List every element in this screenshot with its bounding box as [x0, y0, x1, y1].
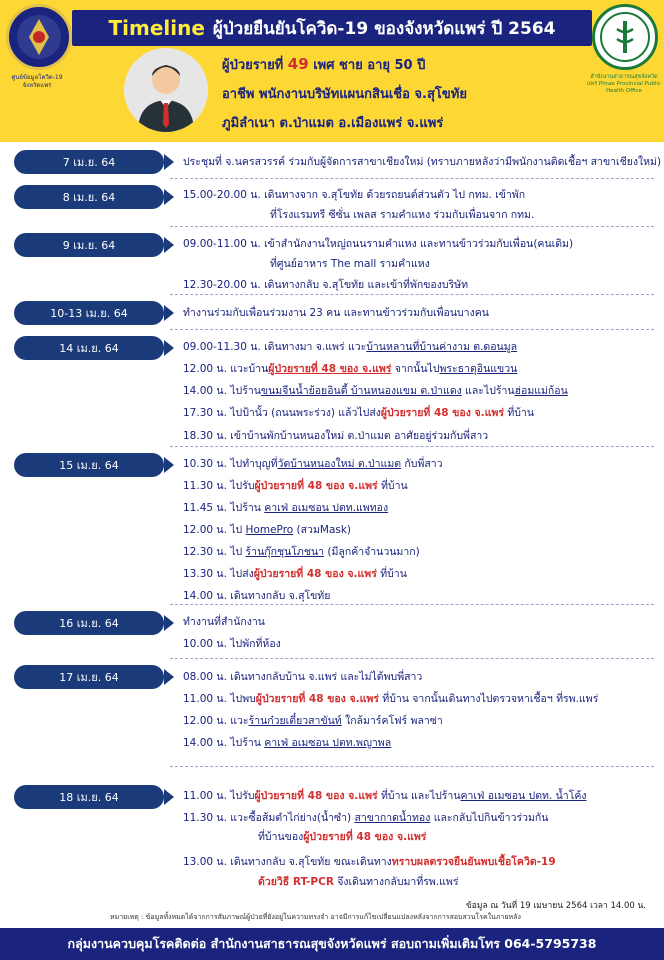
divider: [170, 329, 654, 330]
title-accent: Timeline: [108, 16, 205, 40]
date-pill: 7 เม.ย. 64: [14, 150, 164, 174]
footnote: หมายเหตุ : ข้อมูลทั้งหมดได้จากการสัมภาษณ์ผู้ป่วยที่ยังอยู่ในความทรงจำ อาจมีการแก้ไขเปลี่ยนแปลงหลังจากการสอบสวนโรคในภายหลัง: [110, 913, 521, 921]
patient-hometown: ภูมิลำเนา ต.ป่าแมต อ.เมืองแพร่ จ.แพร่: [222, 116, 444, 131]
patient-label: ผู้ป่วยรายที่: [222, 58, 284, 73]
event-line: [183, 523, 653, 537]
place-link: ร้านก๋วยเตี๋ยวสาขันท์: [248, 715, 342, 727]
event-text: 12.00 น. แวะบ้าน: [183, 363, 269, 375]
event-text: ที่บ้าน: [376, 568, 407, 580]
event-line: [183, 362, 653, 376]
divider: [170, 294, 654, 295]
event-text: 11.45 น. ไปร้าน: [183, 502, 265, 514]
data-timestamp: ข้อมูล ณ วันที่ 19 เมษายน 2564 เวลา 14.00 น.: [465, 901, 646, 911]
event-text: และไปร้าน: [461, 385, 515, 397]
divider: [170, 178, 654, 179]
avatar: [124, 48, 208, 132]
event-line: ทำงานที่สำนักงาน: [183, 616, 265, 628]
patient-number: 49: [287, 55, 309, 73]
patient-line-1: [222, 50, 467, 80]
date-pill: 9 เม.ย. 64: [14, 233, 164, 257]
event-text: ที่บ้าน: [377, 480, 408, 492]
date-pill: 8 เม.ย. 64: [14, 185, 164, 209]
patient-ref: ผู้ป่วยรายที่ 48 ของ จ.แพร่: [253, 568, 377, 580]
event-text: 09.00-11.30 น. เดินทางมา จ.แพร่ แวะ: [183, 341, 367, 353]
date-pill: 18 เม.ย. 64: [14, 785, 164, 809]
event-text: และกลับไปกินข้าวร่วมกัน: [430, 812, 549, 824]
divider: [170, 604, 654, 605]
patient-occupation: อาชีพ พนักงานบริษัทแผนกสินเชื่อ จ.สุโขทัย: [222, 87, 467, 102]
logo-left-label: ศูนย์ข้อมูลโควิด-19 จังหวัดแพร่: [11, 74, 63, 89]
event-line: [183, 714, 653, 728]
event-line: [183, 457, 653, 471]
divider: [170, 658, 654, 659]
date-pill: 15 เม.ย. 64: [14, 453, 164, 477]
event-line: [258, 830, 664, 844]
page-title: [72, 10, 592, 46]
place-link: คาเฟ่ อเมซอน ปตท. น้ำโค้ง: [460, 790, 587, 802]
patient-ref: ผู้ป่วยรายที่ 48 ของ จ.แพร่: [303, 831, 427, 843]
date-pill: 10-13 เม.ย. 64: [14, 301, 164, 325]
date-pill: 17 เม.ย. 64: [14, 665, 164, 689]
event-line: 15.00-20.00 น. เดินทางจาก จ.สุโขทัย ด้วยรถยนต์ส่วนตัว ไป กทม. เข้าพัก: [183, 189, 526, 201]
divider: [170, 766, 654, 767]
event-line: [183, 340, 653, 354]
event-text: ที่บ้าน และไปร้าน: [377, 790, 461, 802]
event-line: [183, 545, 653, 559]
patient-ref: ผู้ป่วยรายที่ 48 ของ จ.แพร่: [254, 790, 378, 802]
event-text: 11.00 น. ไปพบ: [183, 693, 256, 705]
event-text: 11.30 น. แวะซื้อส้มตำไก่ย่าง(น้ำซำ): [183, 812, 355, 824]
event-line: ประชุมที่ จ.นครสวรรค์ ร่วมกับผู้จัดการสาขาเชียงใหม่ (ทราบภายหลังว่ามีพนักงานติดเชื้อฯ สาขาเชียงใหม่): [183, 156, 662, 168]
event-text: 11.30 น. ไปรับ: [183, 480, 255, 492]
event-line: [183, 501, 653, 515]
title-text: ผู้ป่วยยืนยันโควิด-19 ของจังหวัดแพร่ ปี 2564: [212, 18, 556, 39]
divider: [170, 446, 654, 447]
event-text: 11.00 น. ไปรับ: [183, 790, 255, 802]
place-link: ร้านกุ๊กชุนโภชนา: [245, 546, 325, 558]
event-line: [183, 811, 653, 825]
event-text: 12.00 น. แวะ: [183, 715, 249, 727]
event-text: ที่บ้านของ: [258, 831, 304, 843]
event-text: ที่บ้าน จากนั้นเดินทางไปตรวจหาเชื้อฯ ที่รพ.แพร่: [378, 693, 599, 705]
header-banner: [0, 0, 664, 142]
patient-ref: ผู้ป่วยรายที่ 48 ของ จ.แพร่: [254, 480, 378, 492]
event-line: [183, 736, 653, 750]
patient-info: [222, 50, 467, 138]
event-line: ที่ศูนย์อาหาร The mall รามคำแหง: [270, 258, 430, 270]
divider: [170, 226, 654, 227]
event-text: 13.30 น. ไปส่ง: [183, 568, 254, 580]
place-link: วัดบ้านหนองใหม่ ต.ป่าแมต: [277, 458, 402, 470]
event-text: 14.00 น. ไปร้าน: [183, 737, 265, 749]
place-link: HomePro: [245, 524, 294, 536]
place-link: บ้านหลานที่บ้านค่างาม ต.ดอนมูล: [366, 341, 518, 353]
result-highlight: ทราบผลตรวจยืนยันพบเชื้อโควิด-19: [391, 856, 556, 868]
event-line: [183, 406, 653, 420]
event-line: ทำงานร่วมกับเพื่อนร่วมงาน 23 คน และทานข้าวร่วมกับเพื่อนบางคน: [183, 307, 489, 319]
event-text: (สวมMask): [293, 524, 352, 536]
logo-right-label: สำนักงานสาธารณสุขจังหวัดแพร่ Phrae Provincial Public Health Office: [587, 74, 661, 94]
date-pill: 16 เม.ย. 64: [14, 611, 164, 635]
place-link: คาเฟ่ อเมซอน ปตท.แพทอง: [264, 502, 389, 514]
event-line: [183, 479, 653, 493]
event-text: ใกล้มาร์คโฟร์ พลาซ่า: [341, 715, 443, 727]
place-link: สาขากาดน้ำทอง: [354, 812, 431, 824]
event-line: [183, 855, 653, 869]
place-link: คาเฟ่ อเมซอน ปตท.พญาพล: [264, 737, 392, 749]
event-text: 13.00 น. เดินทางกลับ จ.สุโขทัย ขณะเดินทาง: [183, 856, 392, 868]
event-line: 10.00 น. ไปพักที่ห้อง: [183, 638, 281, 650]
event-text: 14.00 น. ไปร้าน: [183, 385, 261, 397]
patient-ref: ผู้ป่วยรายที่ 48 ของ จ.แพร่: [255, 693, 379, 705]
event-text: 12.00 น. ไป: [183, 524, 246, 536]
event-text: 17.30 น. ไปป้านั้ว (ถนนพระร่วง) แล้วไปส่ง: [183, 407, 381, 419]
event-text: กับพี่สาว: [401, 458, 443, 470]
footer-contact: กลุ่มงานควบคุมโรคติดต่อ สำนักงานสาธารณสุขจังหวัดแพร่ สอบถามเพิ่มเติมโทร 064-5795738: [0, 928, 664, 960]
covid-center-logo: [6, 4, 72, 70]
event-text: จึงเดินทางกลับมาที่รพ.แพร่: [333, 876, 459, 888]
date-pill: 14 เม.ย. 64: [14, 336, 164, 360]
event-line: 08.00 น. เดินทางกลับบ้าน จ.แพร่ และไม่ได้พบพี่สาว: [183, 671, 423, 683]
event-line: [258, 875, 664, 889]
event-line: 18.30 น. เข้าบ้านพักบ้านหนองใหม่ ต.ป่าแมต อาศัยอยู่ร่วมกับพี่สาว: [183, 430, 489, 442]
moph-logo: [592, 4, 658, 70]
event-line: [183, 384, 653, 398]
event-text: 10.30 น. ไปทำบุญที่: [183, 458, 278, 470]
event-line: [183, 567, 653, 581]
patient-ref: ผู้ป่วยรายที่ 48 ของ จ.แพร่: [268, 363, 392, 375]
event-line: [183, 692, 653, 706]
place-link: พระธาตุอินแขวน: [439, 363, 518, 375]
patient-ref: ผู้ป่วยรายที่ 48 ของ จ.แพร่: [380, 407, 504, 419]
event-text: 12.30 น. ไป: [183, 546, 246, 558]
event-line: 12.30-20.00 น. เดินทางกลับ จ.สุโขทัย และเข้าที่พักของบริษัท: [183, 279, 469, 291]
event-line: [183, 789, 653, 803]
event-text: จากนั้นไป: [391, 363, 440, 375]
event-line: ที่โรงแรมทรี ซีซั่น เพลส รามคำแหง ร่วมกับเพื่อนจาก กทม.: [270, 209, 535, 221]
result-highlight: ด้วยวิธี RT-PCR: [258, 876, 334, 888]
place-link: ขนมจีนน้ำย้อยอินดี้ บ้านหนองแขม ต.ป่าแดง: [260, 385, 462, 397]
event-line: 14.00 น. เดินทางกลับ จ.สุโขทัย: [183, 590, 331, 602]
place-link: ฮ่อมแม่ก้อน: [514, 385, 568, 397]
event-text: ที่บ้าน: [504, 407, 534, 419]
event-line: 09.00-11.00 น. เข้าสำนักงานใหญ่ถนนรามคำแหง และทานข้าวร่วมกับเพื่อน(คนเดิม): [183, 238, 574, 250]
patient-gender-age: เพศ ชาย อายุ 50 ปี: [313, 58, 426, 73]
event-text: (มีลูกค้าจำนวนมาก): [324, 546, 420, 558]
